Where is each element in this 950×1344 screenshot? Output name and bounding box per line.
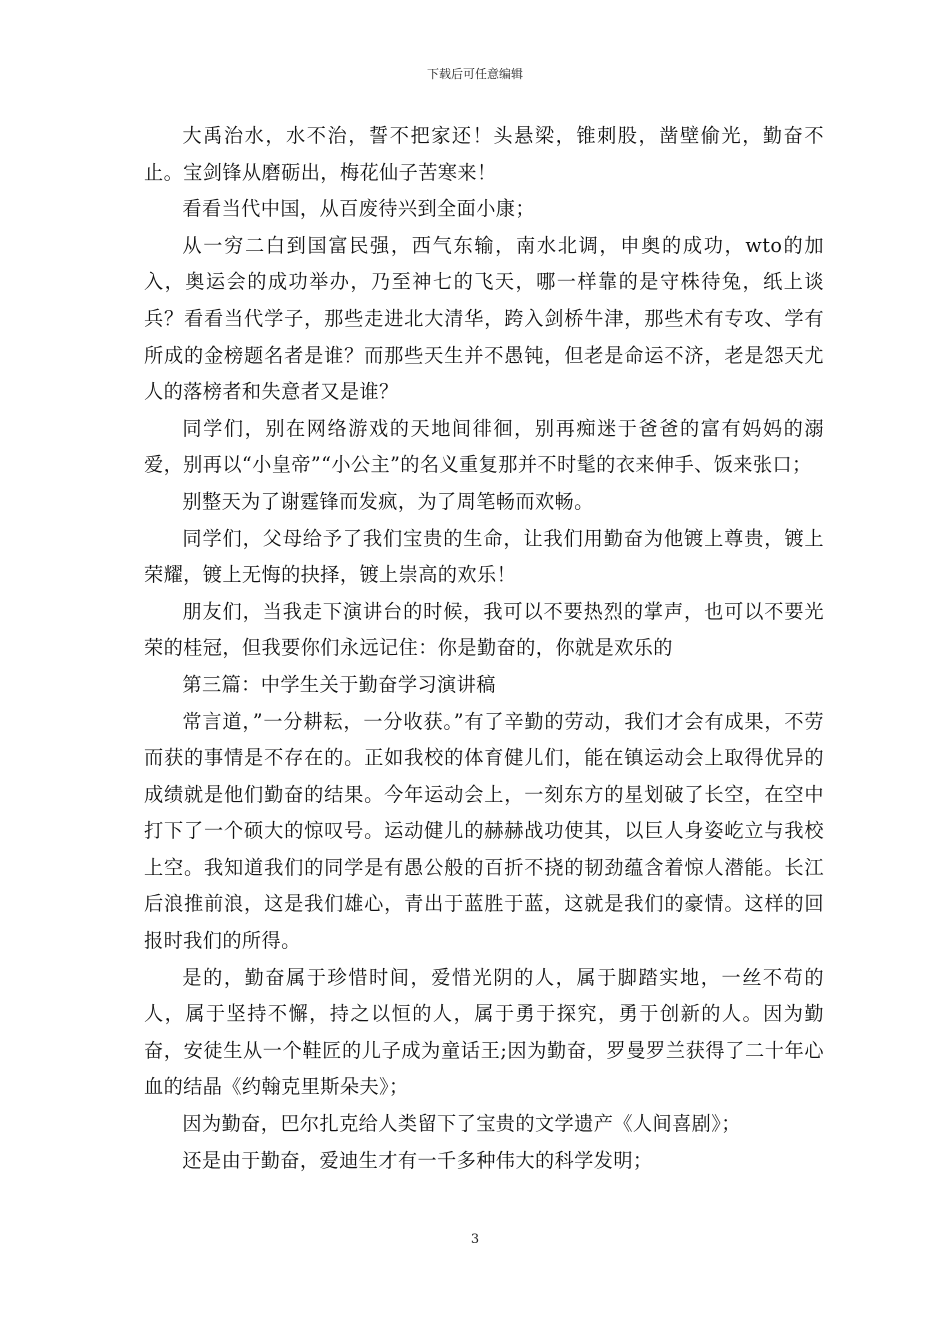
paragraph-9: 常言道，”一分耕耘，一分收获。”有了辛勤的劳动，我们才会有成果，不劳而获的事情是不存在的。正如我校的体育健儿们，能在镇运动会上取得优异的成绩就是他们勤奋的结果。今年运动会上，一刻东方的星划破了长空，在空中打下了一个硕大的惊叹号。运动健儿的赫赫战功使其，以巨人身姿屹立与我校上空。我知道我们的同学是有愚公般的百折不挠的韧劲蕴含着惊人潜能。长江后浪推前浪，这是我们雄心，青出于蓝胜于蓝，这就是我们的豪情。这样的回报时我们的所得。 — [144, 709, 824, 953]
page-number: 3 — [470, 1232, 480, 1247]
paragraph-10: 是的，勤奋属于珍惜时间，爱惜光阴的人，属于脚踏实地，一丝不苟的人，属于坚持不懈，持之以恒的人，属于勇于探究，勇于创新的人。因为勤奋，安徒生从一个鞋匠的儿子成为童话王;因为勤奋，罗曼罗兰获得了二十年心血的结晶《约翰克里斯朵夫》； — [144, 965, 824, 1099]
paragraph-4: 同学们，别在网络游戏的天地间徘徊，别再痴迷于爸爸的富有妈妈的溺爱，别再以“小皇帝”“小公主”的名义重复那并不时髦的衣来伸手、饭来张口； — [144, 416, 824, 477]
section-heading: 第三篇：中学生关于勤奋学习演讲稿 — [182, 672, 496, 696]
paragraph-12: 还是由于勤奋，爱迪生才有一千多种伟大的科学发明； — [182, 1148, 653, 1172]
paragraph-6: 同学们，父母给予了我们宝贵的生命，让我们用勤奋为他镀上尊贵，镀上荣耀，镀上无悔的抉择，镀上崇高的欢乐！ — [144, 526, 824, 587]
paragraph-1: 大禹治水，水不治，誓不把家还！头悬梁，锥刺股，凿壁偷光，勤奋不止。宝剑锋从磨砺出，梅花仙子苦寒来！ — [144, 124, 824, 184]
paragraph-5: 别整天为了谢霆锋而发疯，为了周笔畅而欢畅。 — [182, 489, 594, 513]
paragraph-7: 朋友们，当我走下演讲台的时候，我可以不要热烈的掌声，也可以不要光荣的桂冠，但我要你们永远记住：你是勤奋的，你就是欢乐的 — [144, 599, 824, 660]
page-header: 下载后可任意编辑 — [426, 67, 523, 81]
paragraph-2: 看看当代中国，从百废待兴到全面小康； — [182, 197, 535, 221]
paragraph-11: 因为勤奋，巴尔扎克给人类留下了宝贵的文学遗产《人间喜剧》； — [182, 1112, 741, 1136]
document-body — [144, 118, 824, 1179]
paragraph-3: 从一穷二白到国富民强，西气东输，南水北调，申奥的成功，wto的加入，奥运会的成功举办，乃至神七的飞天，哪一样靠的是守株待兔，纸上谈兵？看看当代学子，那些走进北大清华，跨入剑桥牛津，那些术有专攻、学有所成的金榜题名者是谁？而那些天生并不愚钝，但老是命运不济，老是怨天尤人的落榜者和失意者又是谁？ — [144, 233, 824, 404]
